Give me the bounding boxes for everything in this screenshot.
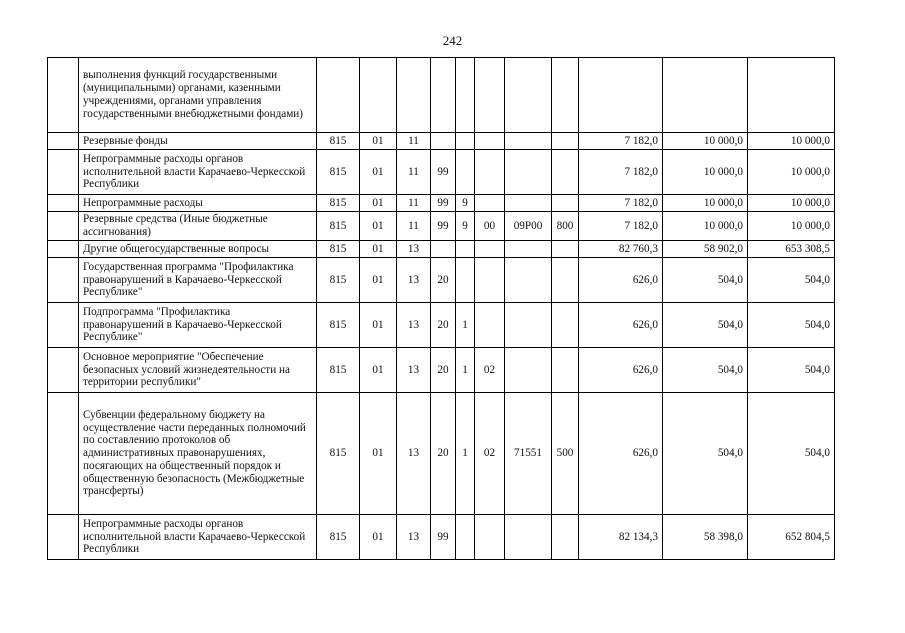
code-cell: 01 <box>360 393 397 515</box>
code-cell: 01 <box>360 133 397 150</box>
code-cell: 20 <box>431 393 456 515</box>
row-name: Резервные фонды <box>79 133 317 150</box>
blank-cell <box>505 58 552 133</box>
code-cell: 20 <box>431 303 456 348</box>
code-cell <box>505 150 552 195</box>
code-cell <box>505 195 552 212</box>
blank-cell <box>431 58 456 133</box>
blank-cell <box>48 258 79 303</box>
table-body <box>48 58 835 560</box>
amount-cell: 82 134,3 <box>579 515 663 560</box>
blank-cell <box>360 58 397 133</box>
code-cell <box>505 348 552 393</box>
amount-cell: 10 000,0 <box>748 133 835 150</box>
blank-cell <box>552 58 579 133</box>
code-cell: 02 <box>475 393 505 515</box>
code-cell <box>475 515 505 560</box>
code-cell: 01 <box>360 515 397 560</box>
blank-cell <box>317 58 360 133</box>
amount-cell: 504,0 <box>748 393 835 515</box>
code-cell <box>475 303 505 348</box>
amount-cell: 7 182,0 <box>579 195 663 212</box>
code-cell: 1 <box>456 348 475 393</box>
amount-cell: 504,0 <box>663 348 748 393</box>
code-cell <box>475 195 505 212</box>
code-cell: 11 <box>397 195 431 212</box>
code-cell <box>552 258 579 303</box>
code-cell: 9 <box>456 212 475 241</box>
code-cell <box>475 150 505 195</box>
code-cell <box>505 133 552 150</box>
table-row <box>48 241 835 258</box>
table-row <box>48 348 835 393</box>
code-cell: 800 <box>552 212 579 241</box>
code-cell: 815 <box>317 212 360 241</box>
amount-cell: 7 182,0 <box>579 150 663 195</box>
code-cell: 13 <box>397 258 431 303</box>
amount-cell: 10 000,0 <box>748 212 835 241</box>
table-row-continuation <box>48 58 835 133</box>
row-name: Подпрограмма "Профилактика правонарушений в Карачаево-Черкесской Республике" <box>79 303 317 348</box>
amount-cell: 504,0 <box>748 303 835 348</box>
code-cell: 01 <box>360 241 397 258</box>
code-cell <box>505 241 552 258</box>
code-cell: 01 <box>360 348 397 393</box>
row-name: Резервные средства (Иные бюджетные ассигнования) <box>79 212 317 241</box>
code-cell: 01 <box>360 258 397 303</box>
amount-cell: 652 804,5 <box>748 515 835 560</box>
amount-cell: 7 182,0 <box>579 212 663 241</box>
code-cell <box>475 258 505 303</box>
code-cell <box>475 241 505 258</box>
code-cell: 815 <box>317 195 360 212</box>
amount-cell: 653 308,5 <box>748 241 835 258</box>
code-cell: 01 <box>360 150 397 195</box>
table-row <box>48 393 835 515</box>
amount-cell: 626,0 <box>579 303 663 348</box>
code-cell <box>552 150 579 195</box>
code-cell <box>552 195 579 212</box>
blank-cell <box>456 58 475 133</box>
code-cell: 815 <box>317 133 360 150</box>
code-cell: 99 <box>431 515 456 560</box>
budget-table <box>47 57 835 560</box>
blank-cell <box>48 212 79 241</box>
code-cell: 1 <box>456 303 475 348</box>
code-cell <box>505 515 552 560</box>
code-cell: 20 <box>431 258 456 303</box>
code-cell <box>552 241 579 258</box>
table-row <box>48 133 835 150</box>
code-cell: 01 <box>360 212 397 241</box>
code-cell: 500 <box>552 393 579 515</box>
code-cell: 13 <box>397 241 431 258</box>
amount-cell: 10 000,0 <box>663 195 748 212</box>
code-cell: 11 <box>397 150 431 195</box>
blank-cell <box>48 241 79 258</box>
code-cell: 13 <box>397 393 431 515</box>
code-cell <box>456 241 475 258</box>
row-name: Государственная программа "Профилактика правонарушений в Карачаево-Черкесской Республике" <box>79 258 317 303</box>
blank-cell <box>579 58 663 133</box>
amount-cell: 504,0 <box>663 258 748 303</box>
table-row <box>48 212 835 241</box>
code-cell: 1 <box>456 393 475 515</box>
code-cell <box>456 258 475 303</box>
blank-cell <box>748 58 835 133</box>
code-cell <box>456 150 475 195</box>
code-cell: 11 <box>397 212 431 241</box>
row-name: Основное мероприятие "Обеспечение безопасных условий жизнедеятельности на территории республики" <box>79 348 317 393</box>
amount-cell: 58 902,0 <box>663 241 748 258</box>
code-cell: 99 <box>431 150 456 195</box>
row-name: Непрограммные расходы <box>79 195 317 212</box>
code-cell: 09Р00 <box>505 212 552 241</box>
row-name: Непрограммные расходы органов исполнительной власти Карачаево-Черкесской Республики <box>79 515 317 560</box>
row-name: Субвенции федеральному бюджету на осуществление части переданных полномочий по составлению протоколов об административных правонарушениях, посягающих на общественный порядок и общественную безопасность (Межбюджетные трансферты) <box>79 393 317 515</box>
blank-cell <box>48 348 79 393</box>
code-cell <box>456 515 475 560</box>
amount-cell: 7 182,0 <box>579 133 663 150</box>
code-cell: 815 <box>317 303 360 348</box>
amount-cell: 504,0 <box>748 348 835 393</box>
code-cell: 13 <box>397 348 431 393</box>
code-cell: 71551 <box>505 393 552 515</box>
amount-cell: 504,0 <box>748 258 835 303</box>
code-cell: 815 <box>317 258 360 303</box>
amount-cell: 626,0 <box>579 393 663 515</box>
amount-cell: 82 760,3 <box>579 241 663 258</box>
amount-cell: 58 398,0 <box>663 515 748 560</box>
amount-cell: 504,0 <box>663 303 748 348</box>
table-row <box>48 515 835 560</box>
row-name: выполнения функций государственными (муниципальными) органами, казенными учреждениями, органами управления государственными внебюджетными фондами) <box>79 58 317 133</box>
code-cell: 99 <box>431 195 456 212</box>
blank-cell <box>663 58 748 133</box>
code-cell: 815 <box>317 150 360 195</box>
amount-cell: 504,0 <box>663 393 748 515</box>
code-cell: 13 <box>397 515 431 560</box>
page-number: 242 <box>442 33 463 48</box>
blank-cell <box>397 58 431 133</box>
code-cell: 20 <box>431 348 456 393</box>
blank-cell <box>48 58 79 133</box>
amount-cell: 10 000,0 <box>663 212 748 241</box>
table-row <box>48 303 835 348</box>
blank-cell <box>48 133 79 150</box>
code-cell <box>505 303 552 348</box>
blank-cell <box>48 195 79 212</box>
code-cell: 13 <box>397 303 431 348</box>
amount-cell: 10 000,0 <box>748 195 835 212</box>
code-cell: 01 <box>360 303 397 348</box>
code-cell <box>552 515 579 560</box>
code-cell: 00 <box>475 212 505 241</box>
amount-cell: 10 000,0 <box>748 150 835 195</box>
amount-cell: 626,0 <box>579 348 663 393</box>
amount-cell: 626,0 <box>579 258 663 303</box>
code-cell: 99 <box>431 212 456 241</box>
blank-cell <box>475 58 505 133</box>
code-cell: 9 <box>456 195 475 212</box>
blank-cell <box>48 393 79 515</box>
table-row <box>48 258 835 303</box>
amount-cell: 10 000,0 <box>663 133 748 150</box>
code-cell: 815 <box>317 515 360 560</box>
code-cell: 02 <box>475 348 505 393</box>
code-cell <box>475 133 505 150</box>
table-row <box>48 195 835 212</box>
code-cell: 815 <box>317 348 360 393</box>
code-cell: 11 <box>397 133 431 150</box>
code-cell <box>552 133 579 150</box>
code-cell <box>456 133 475 150</box>
blank-cell <box>48 150 79 195</box>
code-cell <box>431 241 456 258</box>
code-cell <box>505 258 552 303</box>
code-cell <box>552 303 579 348</box>
row-name: Непрограммные расходы органов исполнительной власти Карачаево-Черкесской Республики <box>79 150 317 195</box>
code-cell: 815 <box>317 241 360 258</box>
amount-cell: 10 000,0 <box>663 150 748 195</box>
blank-cell <box>48 515 79 560</box>
blank-cell <box>48 303 79 348</box>
code-cell: 01 <box>360 195 397 212</box>
table-row <box>48 150 835 195</box>
code-cell <box>552 348 579 393</box>
code-cell: 815 <box>317 393 360 515</box>
code-cell <box>431 133 456 150</box>
row-name: Другие общегосударственные вопросы <box>79 241 317 258</box>
